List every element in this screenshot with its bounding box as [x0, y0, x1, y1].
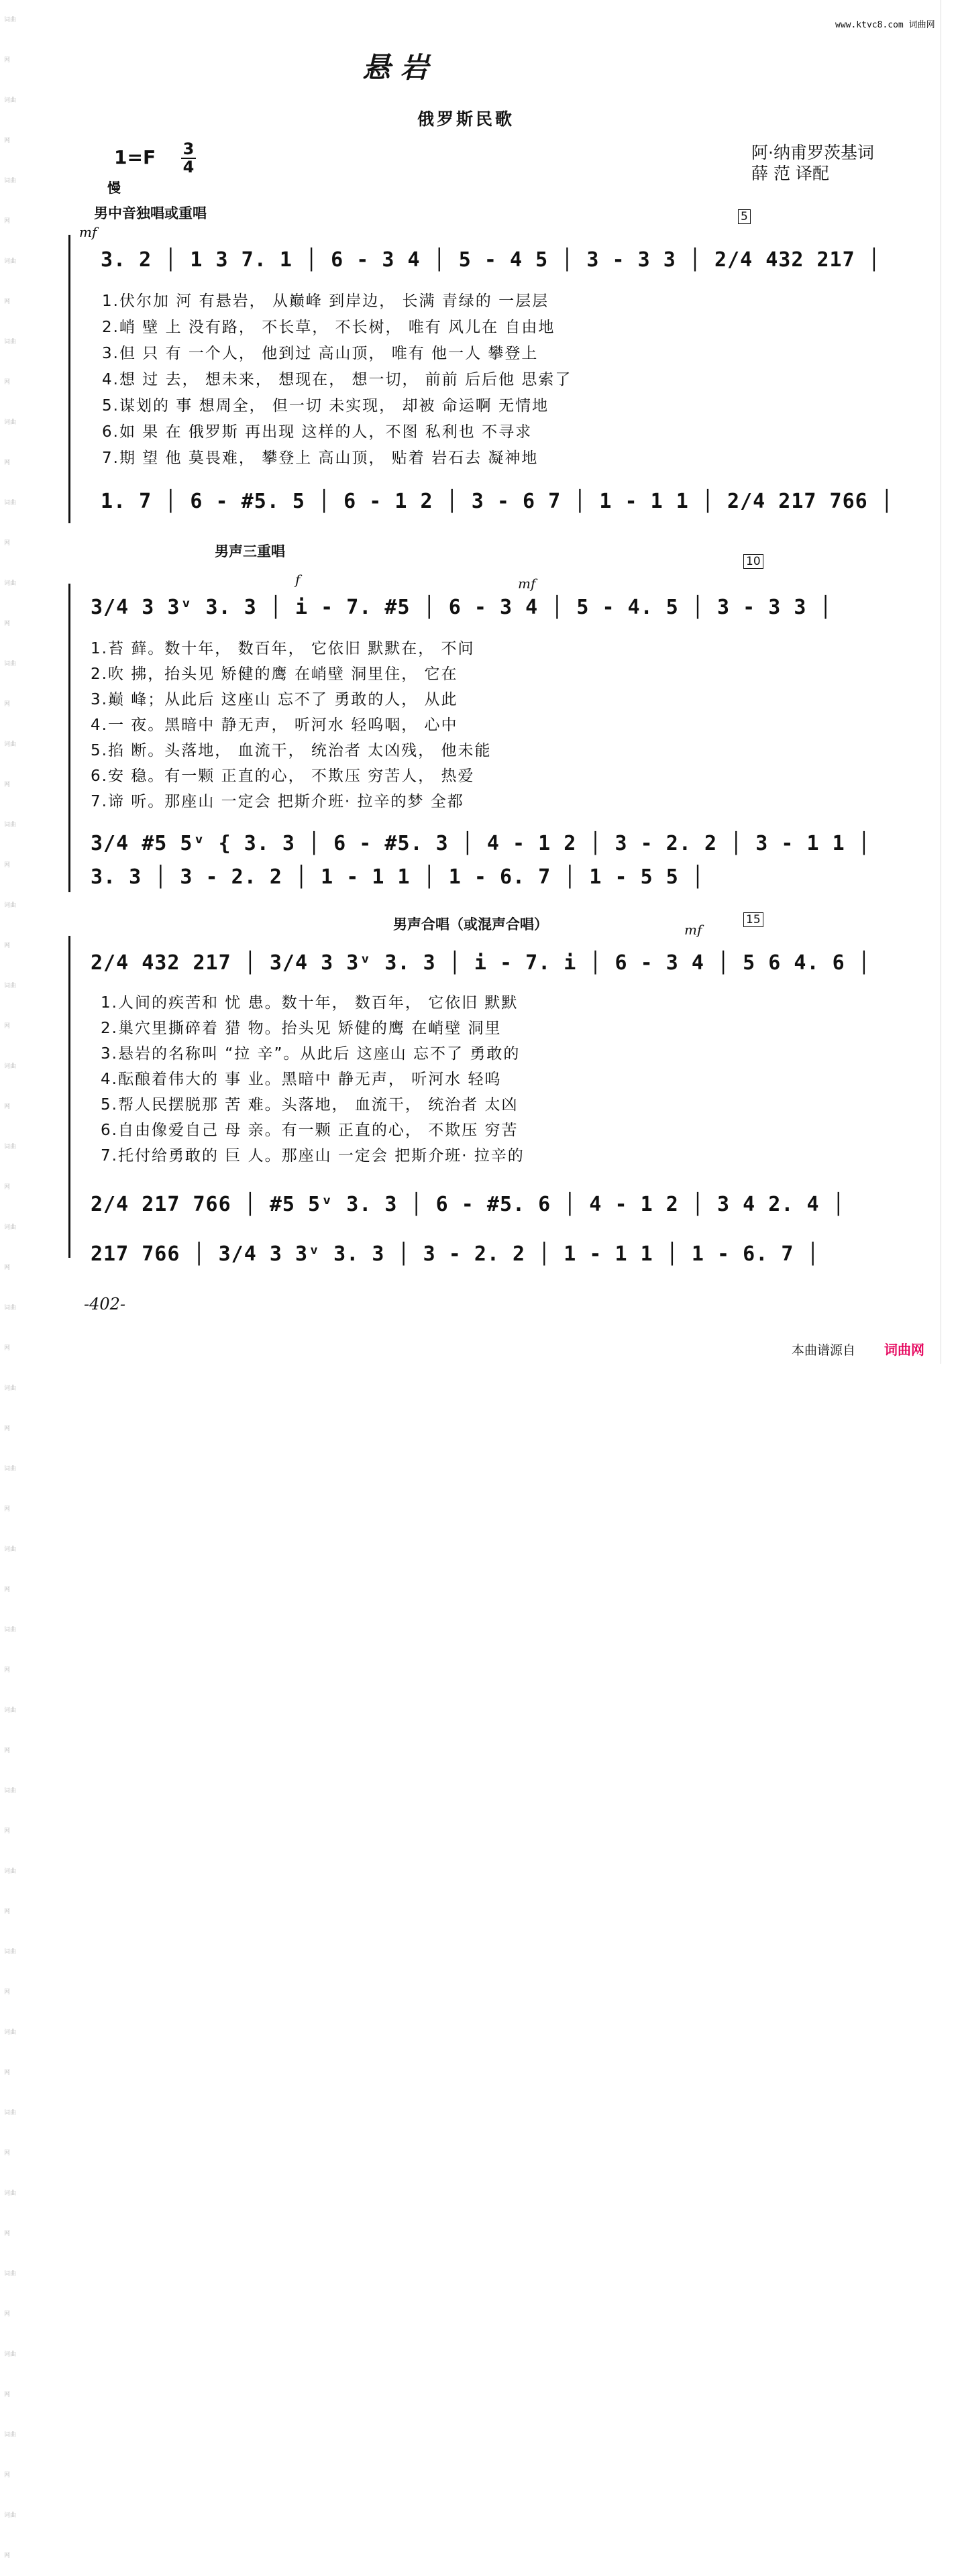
lyric-line: 4.一 夜。黑暗中 静无声， 听河水 轻呜咽， 心中: [91, 716, 458, 734]
lyricist: 阿·纳甫罗茨基词: [751, 143, 874, 162]
section3-lyrics: [101, 990, 525, 1169]
lyric-line: 4.想 过 去， 想未来， 想现在， 想一切， 前前 后后他 思索了: [102, 371, 572, 388]
section1-melody: 3. 2 │ 1 3 7. 1 │ 6 - 3 4 │ 5 - 4 5 │ 3 - 3 3 │ 2/4 432 217 │: [101, 248, 881, 272]
section1-label: 男中音独唱或重唱: [94, 205, 207, 221]
section2-melody: 3/4 3 3ᵛ 3. 3 │ i - 7. #5 │ 6 - 3 4 │ 5 - 4. 5 │ 3 - 3 3 │: [91, 596, 833, 619]
lyric-line: 5.谋划的 事 想周全， 但一切 未实现， 却被 命运啊 无情地: [102, 397, 549, 415]
lyric-line: 3.巅 峰；从此后 这座山 忘不了 勇敢的人， 从此: [91, 691, 458, 708]
time-signature: 3 4: [181, 141, 196, 176]
site-watermark: www.ktvc8.com 词曲网: [835, 20, 935, 30]
section2-lower-part-2: 3. 3 │ 3 - 2. 2 │ 1 - 1 1 │ 1 - 6. 7 │ 1 - 5 5 │: [91, 865, 704, 889]
section3-lower-part-1: 2/4 217 766 │ #5 5ᵛ 3. 3 │ 6 - #5. 6 │ 4 - 1 2 │ 3 4 2. 4 │: [91, 1193, 845, 1216]
section2-dynamic-f: f: [295, 572, 301, 588]
lyric-line: 6.如 果 在 俄罗斯 再出现 这样的人，不图 私利也 不寻求: [102, 423, 533, 441]
rehearsal-mark-10: 10: [743, 554, 763, 569]
section2-lyrics: [91, 636, 492, 814]
section1-dynamic: mf: [79, 224, 97, 240]
section3-dynamic: mf: [684, 922, 702, 938]
section1-lyrics: [102, 288, 572, 472]
rehearsal-mark-5: 5: [738, 209, 751, 224]
section3-lower-part-2: 217 766 │ 3/4 3 3ᵛ 3. 3 │ 3 - 2. 2 │ 1 - 1 1 │ 1 - 6. 7 │: [91, 1242, 820, 1266]
key-signature: 1=F: [114, 146, 156, 168]
credits: [751, 142, 874, 184]
lyric-line: 3.悬岩的名称叫 “拉 辛”。从此后 这座山 忘不了 勇敢的: [101, 1045, 521, 1063]
lyric-line: 7.托付给勇敢的 巨 人。那座山 一定会 把斯介班· 拉辛的: [101, 1147, 525, 1165]
section3-label: 男声合唱（或混声合唱）: [393, 916, 548, 932]
arranger: 薛 范 译配: [751, 164, 829, 183]
lyric-line: 2.峭 壁 上 没有路， 不长草， 不长树， 唯有 风儿在 自由地: [102, 319, 555, 336]
lyric-line: 6.安 稳。有一颗 正直的心， 不欺压 穷苦人， 热爱: [91, 767, 475, 785]
section1-bass: 1. 7 │ 6 - #5. 5 │ 6 - 1 2 │ 3 - 6 7 │ 1 - 1 1 │ 2/4 217 766 │: [101, 490, 894, 513]
lyric-line: 4.酝酿着伟大的 事 业。黑暗中 静无声， 听河水 轻呜: [101, 1071, 502, 1088]
system-bracket: [68, 936, 73, 1258]
lyric-line: 6.自由像爱自己 母 亲。有一颗 正直的心， 不欺压 穷苦: [101, 1122, 519, 1139]
song-subtitle: 俄罗斯民歌: [417, 109, 515, 129]
section2-label: 男声三重唱: [215, 543, 285, 559]
lyric-line: 7.谛 听。那座山 一定会 把斯介班· 拉辛的梦 全都: [91, 793, 464, 810]
lyric-line: 1.人间的疾苦和 忧 患。数十年， 数百年， 它依旧 默默: [101, 994, 519, 1012]
song-title: 悬 岩: [362, 51, 429, 84]
tempo-marking: 慢: [107, 180, 121, 196]
footer-source: 本曲谱源自: [792, 1343, 856, 1358]
lyric-line: 5.帮人民摆脱那 苦 难。头落地， 血流干， 统治者 太凶: [101, 1096, 519, 1114]
lyric-line: 1.伏尔加 河 有悬岩， 从巅峰 到岸边， 长满 青绿的 一层层: [102, 292, 549, 310]
lyric-line: 2.吹 拂，抬头见 矫健的鹰 在峭壁 洞里住， 它在: [91, 665, 458, 683]
lyric-line: 3.但 只 有 一个人， 他到过 高山顶， 唯有 他一人 攀登上: [102, 345, 539, 362]
section3-melody: 2/4 432 217 │ 3/4 3 3ᵛ 3. 3 │ i - 7. i │ 6 - 3 4 │ 5 6 4. 6 │: [91, 951, 871, 975]
section2-lower-part-1: 3/4 #5 5ᵛ { 3. 3 │ 6 - #5. 3 │ 4 - 1 2 │ 3 - 2. 2 │ 3 - 1 1 │: [91, 832, 871, 855]
side-watermark: 词曲网 词曲网 词曲网 词曲网 词曲网 词曲网 词曲网 词曲网 词曲网 词曲网 词曲网 词曲网 词曲网 词曲网 词曲网 词曲网 词曲网 词曲网 词曲网 词曲网 词曲网 词曲网 词曲网 词曲网 词曲网 词曲网 词曲网 词曲网 词曲网 词曲网 词曲网 词曲网: [4, 17, 17, 2559]
lyric-line: 1.苔 藓。数十年， 数百年， 它依旧 默默在， 不问: [91, 640, 475, 657]
system-bracket: [68, 235, 73, 523]
system-bracket: [68, 584, 73, 892]
rehearsal-mark-15: 15: [743, 912, 763, 927]
footer-brand-link[interactable]: 词曲网: [884, 1342, 924, 1358]
page-number: -402-: [84, 1295, 126, 1313]
lyric-line: 2.巢穴里撕碎着 猎 物。抬头见 矫健的鹰 在峭壁 洞里: [101, 1020, 502, 1037]
lyric-line: 5.掐 断。头落地， 血流干， 统治者 太凶残， 他未能: [91, 742, 492, 759]
section2-dynamic-mf: mf: [518, 576, 536, 592]
lyric-line: 7.期 望 他 莫畏难， 攀登上 高山顶， 贴着 岩石去 凝神地: [102, 449, 539, 467]
